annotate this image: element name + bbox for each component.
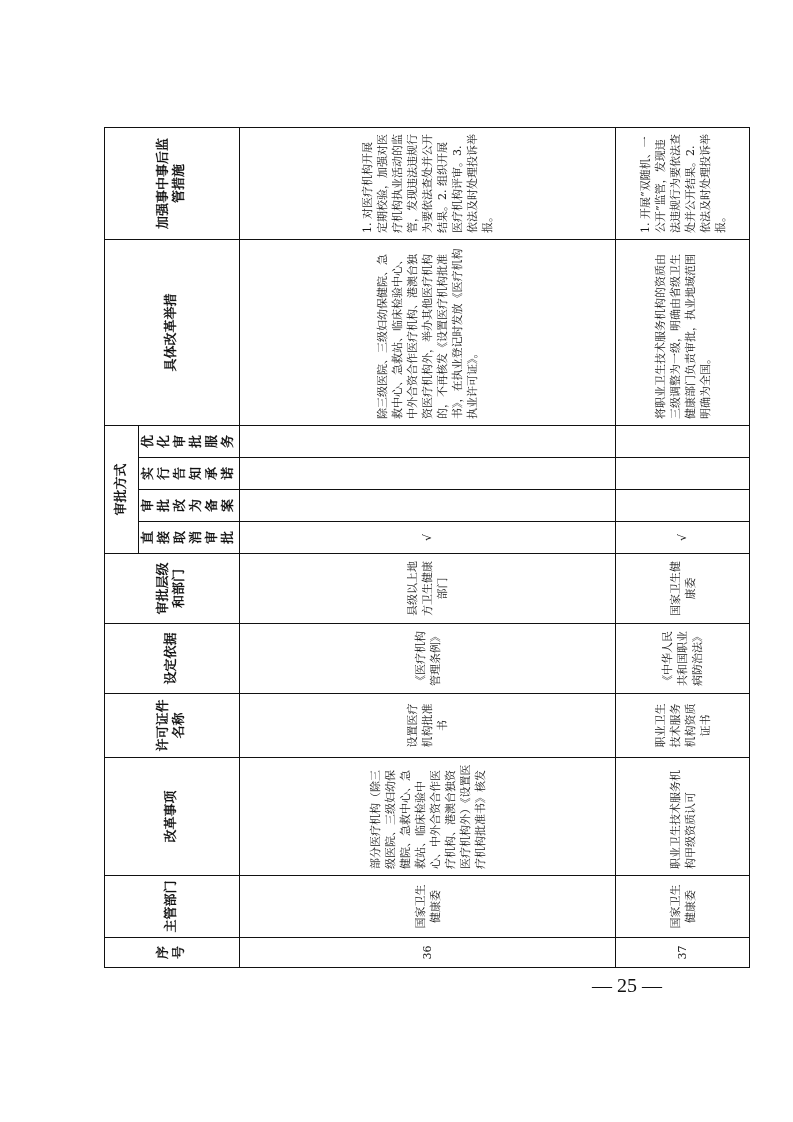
header-seq: 序号 [105, 938, 240, 968]
header-supervision: 加强事中事后监管措施 [105, 127, 240, 239]
header-method-optimize: 优化审批服务 [139, 425, 240, 457]
row-license: 设置医疗机构批准书 [240, 694, 616, 758]
header-level: 审批层级和部门 [105, 554, 240, 624]
row-item: 部分医疗机构（除三级医院、三级妇幼保健院、急救中心、急救站、临床检验中心、中外合资合作医疗机构、港澳台独资医疗机构外）《设置医疗机构批准书》核发 [240, 758, 616, 876]
row-level: 国家卫生健康委 [616, 554, 750, 624]
row-basis: 《医疗机构管理条例》 [240, 624, 616, 694]
header-method-group: 审批方式 [105, 425, 139, 553]
header-method-filing: 审批改为备案 [139, 490, 240, 522]
table-row [616, 127, 750, 967]
row-notify-mark [616, 458, 750, 490]
header-method-notify: 实行告知承诺 [139, 458, 240, 490]
row-filing-mark [616, 490, 750, 522]
row-cancel-mark: √ [616, 522, 750, 554]
row-license: 职业卫生技术服务机构资质证书 [616, 694, 750, 758]
rotated-table-page [104, 128, 727, 968]
header-dept: 主管部门 [105, 876, 240, 938]
header-method-cancel: 直接取消审批 [139, 522, 240, 554]
header-basis: 设定依据 [105, 624, 240, 694]
table-row [240, 127, 616, 967]
reform-items-table [104, 127, 750, 968]
row-supervision: 1. 对医疗机构开展定期校验，加强对医疗机构执业活动的监管，发现违法违规行为要依法查处并公开结果。2. 组织开展医疗机构评审。3. 依法及时处理投诉举报。 [240, 127, 616, 239]
row-measures: 将职业卫生技术服务机构的资质由三级调整为一级，明确由省级卫生健康部门负责审批，执业地域范围明确为全国。 [616, 239, 750, 425]
row-level: 县级以上地方卫生健康部门 [240, 554, 616, 624]
row-dept: 国家卫生健康委 [616, 876, 750, 938]
header-row-1 [105, 127, 139, 967]
header-license: 许可证件名称 [105, 694, 240, 758]
row-notify-mark [240, 458, 616, 490]
row-optimize-mark [616, 425, 750, 457]
row-filing-mark [240, 490, 616, 522]
row-seq: 37 [616, 938, 750, 968]
header-measures: 具体改革举措 [105, 239, 240, 425]
row-basis: 《中华人民共和国职业病防治法》 [616, 624, 750, 694]
row-seq: 36 [240, 938, 616, 968]
row-dept: 国家卫生健康委 [240, 876, 616, 938]
header-item: 改革事项 [105, 758, 240, 876]
page-number: — 25 — [592, 975, 662, 997]
row-item: 职业卫生技术服务机构甲级资质认可 [616, 758, 750, 876]
row-cancel-mark: √ [240, 522, 616, 554]
row-optimize-mark [240, 425, 616, 457]
row-supervision: 1. 开展“双随机、一公开”监管，发现违法违规行为要依法查处并公开结果。2. 依法及时处理投诉举报。 [616, 127, 750, 239]
row-measures: 除三级医院、三级妇幼保健院、急救中心、急救站、临床检验中心、中外合资合作医疗机构、港澳台独资医疗机构外，举办其他医疗机构的，不再核发《设置医疗机构批准书》，在执业登记时发放《医疗机构执业许可证》。 [240, 239, 616, 425]
